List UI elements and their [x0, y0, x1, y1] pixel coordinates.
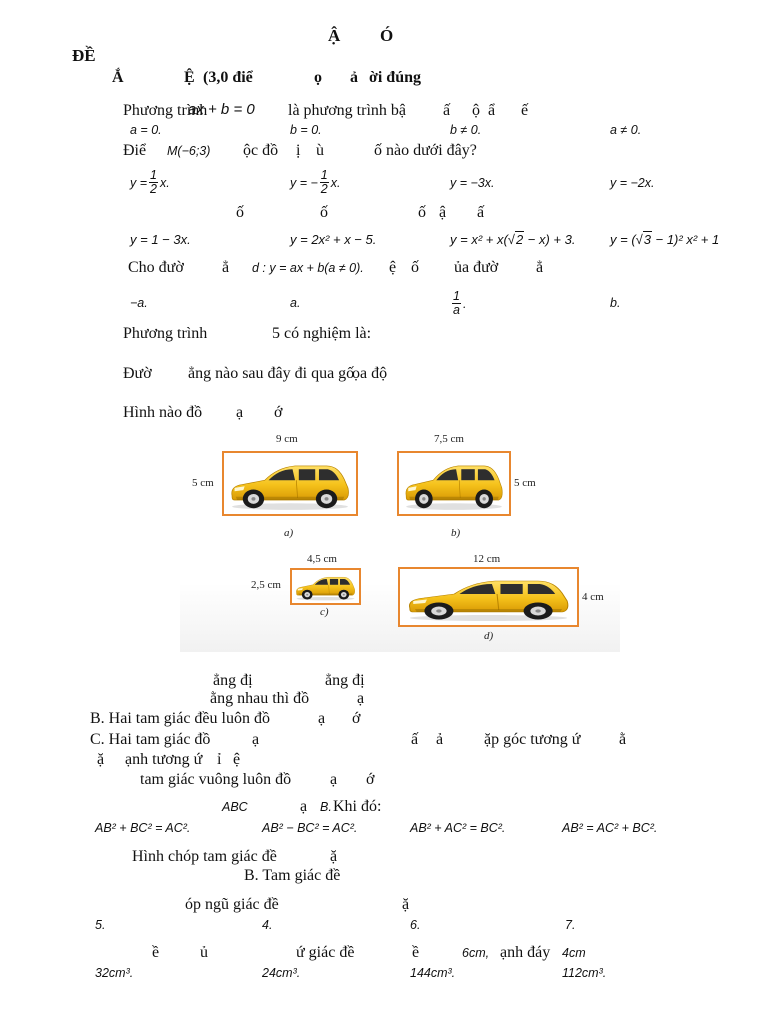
figure-caption: c)	[320, 606, 329, 618]
q8-text-part: ấ	[411, 731, 419, 748]
q3-stem-part: ấ	[477, 204, 485, 221]
q8-text-part: ạ	[318, 710, 326, 727]
q4-stem-part: ẳ	[536, 259, 544, 276]
q12-base-edge-value: 4cm	[562, 946, 586, 960]
q2-point: M(−6;3)	[167, 144, 211, 158]
q4-option-c	[450, 290, 466, 317]
q3-stem-part: ố	[418, 204, 426, 221]
q10-stem-part: ặ	[330, 848, 338, 865]
q5-stem-part: Phương trình	[123, 325, 208, 342]
height-label: 5 cm	[192, 477, 214, 489]
q7-stem-part: ớ	[274, 404, 283, 421]
q1-option-a: a = 0.	[130, 123, 162, 137]
q9-stem-part: ạ	[300, 798, 308, 815]
option-prefix: y = −	[290, 175, 318, 190]
q12-option-a: 32cm³.	[95, 966, 134, 980]
option-suffix: − x) + 3.	[524, 232, 576, 247]
q1-stem-part: ấ	[443, 102, 451, 119]
fraction-numerator: 1	[320, 168, 328, 182]
car-icon	[227, 456, 353, 511]
q4-option-a: −a.	[130, 296, 148, 310]
q10-stem-part: Hình chóp tam giác đề	[132, 848, 277, 865]
radicand: 2	[515, 232, 524, 247]
q2-option-b	[290, 169, 340, 196]
section-heading-part: ọ	[314, 69, 322, 86]
q8-text-part: ạ	[252, 731, 260, 748]
fraction	[149, 169, 158, 196]
fraction-denominator: a	[453, 303, 460, 317]
q1-stem-part: Phương trình	[123, 102, 208, 119]
q2-stem-part: ố nào dưới đây?	[374, 142, 477, 159]
title-fragment: Ó	[380, 26, 394, 45]
q1-equation: ax + b = 0	[188, 101, 255, 118]
q11-stem-part: óp ngũ giác đề	[185, 896, 279, 913]
q9-option-d: AB² = AC² + BC².	[562, 821, 658, 835]
option-prefix: y = x² + x(√	[450, 232, 515, 247]
q8-text-part: tam giác vuông luôn đồ	[140, 771, 292, 788]
q7-stem-part: Hình nào đồ	[123, 404, 203, 421]
q2-option-a	[130, 169, 170, 196]
q8-option-b: B. Hai tam giác đều luôn đồ	[90, 710, 270, 727]
q1-option-c: b ≠ 0.	[450, 123, 482, 137]
q7-stem-part: ạ	[236, 404, 244, 421]
q8-text-part: ặp góc tương ứ	[484, 731, 581, 748]
q4-stem-part: Cho đườ	[128, 259, 184, 276]
option-suffix: .	[462, 296, 467, 311]
figure-caption: d)	[484, 630, 494, 642]
q9-option-a: AB² + BC² = AC².	[95, 821, 191, 835]
fraction	[452, 290, 461, 317]
q8-text-part: ớ	[352, 710, 361, 727]
q8-text-part: ẳng đị	[213, 672, 253, 689]
q4-line-equation: d : y = ax + b(a ≠ 0).	[252, 261, 364, 275]
fraction-denominator: 2	[150, 182, 157, 196]
car-icon	[402, 456, 506, 511]
q1-stem-part: ế	[521, 102, 529, 119]
q12-stem-part: ề	[152, 944, 160, 961]
option-suffix: x.	[330, 175, 341, 190]
title-fragment: Ậ	[328, 26, 341, 45]
q11-option-b: 4.	[262, 918, 273, 932]
q4-stem-part: ẳ	[222, 259, 230, 276]
q8-text-part: ằ	[619, 731, 627, 748]
section-heading-part: (3,0 điể	[203, 69, 253, 86]
car-image-b	[397, 451, 511, 516]
q3-stem-part: ố	[320, 204, 328, 221]
q11-option-d: 7.	[565, 918, 576, 932]
q12-option-b: 24cm³.	[262, 966, 301, 980]
figure-caption: a)	[284, 527, 294, 539]
q8-text-part: ệ	[233, 751, 241, 768]
q8-text-part: ạ	[357, 690, 365, 707]
section-heading-part: Ắ	[112, 69, 124, 86]
q12-stem-part: ứ giác đề	[296, 944, 355, 961]
q1-option-d: a ≠ 0.	[610, 123, 642, 137]
fraction-numerator: 1	[150, 168, 157, 182]
width-label: 4,5 cm	[307, 553, 337, 565]
q3-stem-part: ậ	[439, 204, 447, 221]
q9-stem-part: Khi đó:	[333, 798, 382, 815]
option-suffix: − 1)² x² + 1	[652, 232, 720, 247]
option-prefix: y =	[130, 175, 148, 190]
q2-option-c: y = −3x.	[450, 176, 495, 190]
q9-triangle-name: ABC	[222, 800, 248, 814]
car-icon	[403, 572, 574, 622]
width-label: 12 cm	[473, 553, 501, 565]
q3-option-c	[450, 232, 575, 247]
q9-option-c: AB² + AC² = BC².	[410, 821, 506, 835]
q8-text-part: ỉ	[217, 751, 222, 768]
q11-stem-part: ặ	[402, 896, 410, 913]
q8-text-part: ớ	[366, 771, 375, 788]
q8-option-c: C. Hai tam giác đồ	[90, 731, 211, 748]
q3-option-b: y = 2x² + x − 5.	[290, 232, 377, 247]
option-prefix: y = (√	[610, 232, 643, 247]
q3-stem-part: ố	[236, 204, 244, 221]
q6-stem-part: ẳng nào sau đây đi qua gố	[188, 365, 355, 382]
q12-height-value: 6cm,	[462, 946, 490, 960]
q2-stem-part: ị	[296, 142, 301, 159]
section-heading-part: ả	[350, 69, 358, 86]
q8-text-part: ằng nhau thì đồ	[210, 690, 310, 707]
q12-stem-part: ủ	[200, 944, 208, 961]
car-image-a	[222, 451, 358, 516]
q2-stem-part: Điể	[123, 142, 147, 159]
q2-option-d: y = −2x.	[610, 176, 655, 190]
exam-label: ĐỀ	[72, 46, 96, 65]
height-label: 2,5 cm	[251, 579, 281, 591]
q4-option-d: b.	[610, 296, 621, 310]
q10-option-b: B. Tam giác đề	[244, 867, 341, 884]
q8-text-part: ạnh tương ứ	[125, 751, 203, 768]
q3-option-a: y = 1 − 3x.	[130, 232, 191, 247]
section-heading-part: ời đúng	[369, 69, 421, 86]
q12-stem-part: ề	[412, 944, 420, 961]
q9-vertex: B.	[320, 800, 332, 814]
q4-stem-part: ủa đườ	[454, 259, 499, 276]
car-image-d	[398, 567, 579, 627]
fraction	[320, 169, 329, 196]
option-suffix: x.	[159, 175, 170, 190]
q9-option-b: AB² − BC² = AC².	[262, 821, 358, 835]
width-label: 7,5 cm	[434, 433, 464, 445]
q1-stem-part: ẩ	[488, 102, 496, 119]
q2-stem-part: ù	[316, 142, 324, 159]
height-label: 4 cm	[582, 591, 604, 603]
fraction-denominator: 2	[320, 182, 328, 196]
fraction-numerator: 1	[453, 289, 460, 303]
q6-stem-part: ọa độ	[352, 365, 388, 382]
q5-stem-part: 5 có nghiệm là:	[272, 325, 372, 342]
q8-text-part: ạ	[330, 771, 338, 788]
q2-stem-part: ộc đồ	[243, 142, 279, 159]
q4-stem-part: ệ	[389, 259, 397, 276]
q8-text-part: ặ	[97, 751, 105, 768]
height-label: 5 cm	[514, 477, 536, 489]
q12-option-c: 144cm³.	[410, 966, 456, 980]
q3-option-d	[610, 232, 719, 247]
section-heading-part: Ệ	[184, 69, 195, 86]
q8-text-part: ả	[436, 731, 444, 748]
q6-stem-part: Đườ	[123, 365, 152, 382]
radicand: 3	[643, 232, 652, 247]
q1-option-b: b = 0.	[290, 123, 322, 137]
q8-text-part: ẳng đị	[325, 672, 365, 689]
q11-option-c: 6.	[410, 918, 421, 932]
q12-stem-part: ạnh đáy	[500, 944, 551, 961]
q1-stem-part: ộ	[472, 102, 480, 119]
q12-option-d: 112cm³.	[562, 966, 607, 980]
q11-option-a: 5.	[95, 918, 106, 932]
car-icon	[294, 572, 357, 601]
q1-stem-part: là phương trình bậ	[288, 102, 406, 119]
q4-stem-part: ố	[411, 259, 419, 276]
car-image-c	[290, 568, 361, 605]
q4-option-b: a.	[290, 296, 301, 310]
figure-caption: b)	[451, 527, 461, 539]
width-label: 9 cm	[276, 433, 298, 445]
